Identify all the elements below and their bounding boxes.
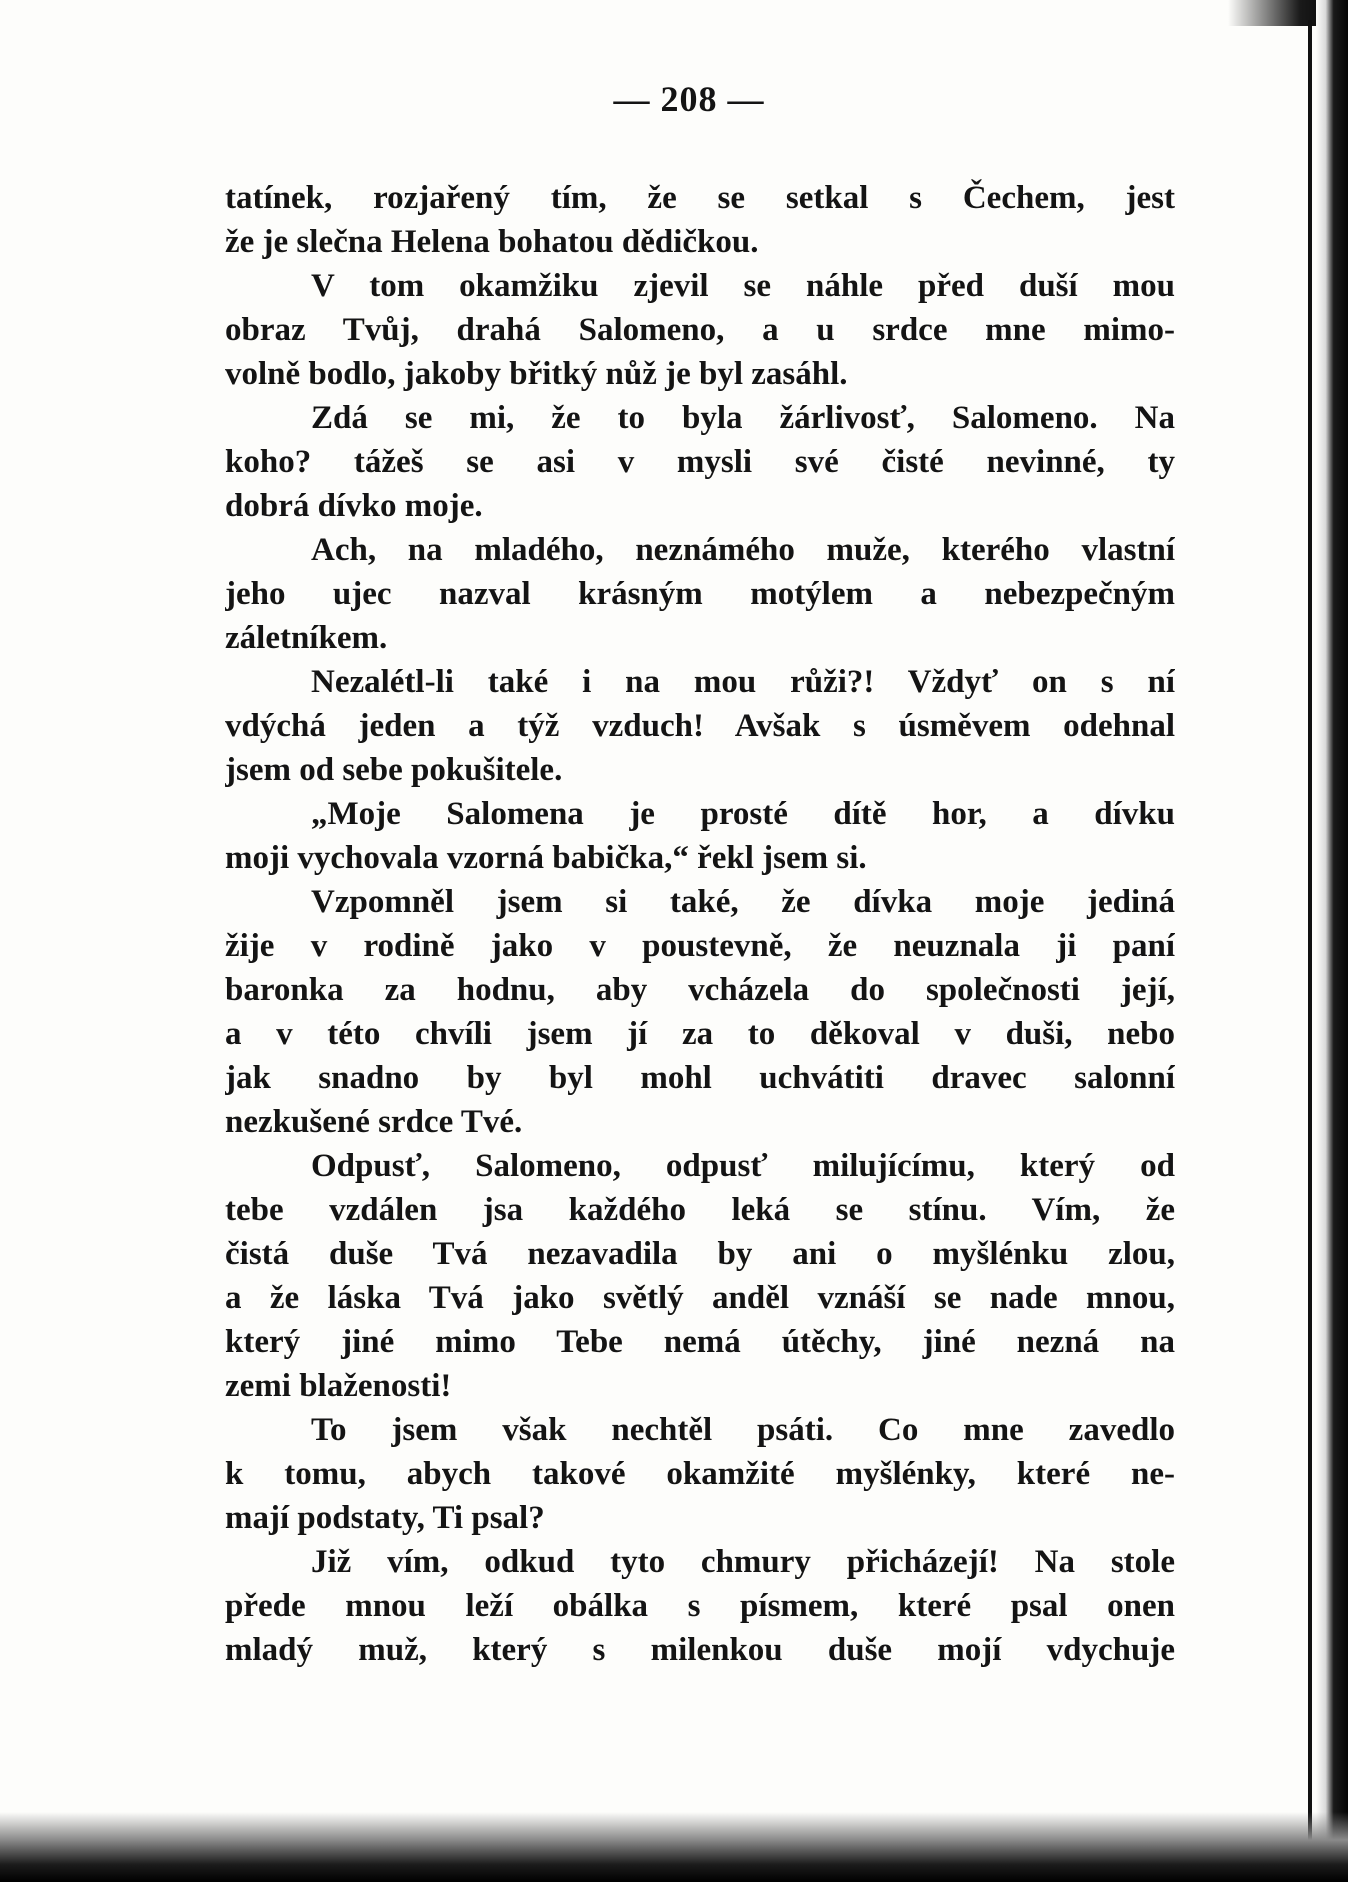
text-line: a že láska Tvá jako světlý anděl vznáší se nade mnou, — [225, 1280, 1175, 1316]
text-line: čistá duše Tvá nezavadila by ani o myšlénku zlou, — [225, 1236, 1175, 1272]
text-line: koho? tážeš se asi v mysli své čisté nevinné, ty — [225, 444, 1175, 480]
text-line: jeho ujec nazval krásným motýlem a nebezpečným — [225, 576, 1175, 612]
text-line: vdýchá jeden a týž vzduch! Avšak s úsměvem odehnal — [225, 708, 1175, 744]
text-line: že je slečna Helena bohatou dědičkou. — [225, 224, 759, 260]
text-line: mladý muž, který s milenkou duše mojí vdychuje — [225, 1632, 1175, 1668]
text-line: volně bodlo, jakoby břitký nůž je byl zasáhl. — [225, 356, 848, 392]
text-line: k tomu, abych takové okamžité myšlénky, které ne- — [225, 1456, 1175, 1492]
text-line: moji vychovala vzorná babička,“ řekl jsem si. — [225, 840, 867, 876]
page-number: — 208 — — [613, 79, 765, 119]
text-line: Ach, na mladého, neznámého muže, kterého vlastní — [311, 532, 1175, 568]
text-line: baronka za hodnu, aby vcházela do společnosti její, — [225, 972, 1175, 1008]
text-line: V tom okamžiku zjevil se náhle před duší mou — [311, 268, 1175, 304]
text-line: Zdá se mi, že to byla žárlivosť, Salomeno. Na — [311, 400, 1175, 436]
text-line: přede mnou leží obálka s písmem, které psal onen — [225, 1588, 1175, 1624]
scan-shadow-right — [1316, 0, 1348, 1882]
text-line: jak snadno by byl mohl uchvátiti dravec salonní — [225, 1060, 1175, 1096]
text-line: dobrá dívko moje. — [225, 488, 483, 524]
text-line: nezkušené srdce Tvé. — [225, 1104, 523, 1140]
text-line: „Moje Salomena je prosté dítě hor, a dívku — [311, 796, 1175, 832]
text-line: tebe vzdálen jsa každého leká se stínu. Vím, že — [225, 1192, 1175, 1228]
text-line: Již vím, odkud tyto chmury přicházejí! Na stole — [311, 1544, 1175, 1580]
text-line: jsem od sebe pokušitele. — [225, 752, 563, 788]
scan-shadow-bottom — [0, 1812, 1348, 1882]
text-line: tatínek, rozjařený tím, že se setkal s Čechem, jest — [225, 180, 1175, 216]
text-line: který jiné mimo Tebe nemá útěchy, jiné nezná na — [225, 1324, 1175, 1360]
text-line: obraz Tvůj, drahá Salomeno, a u srdce mne mimo- — [225, 312, 1175, 348]
text-line: Nezalétl-li také i na mou růži?! Vždyť on s ní — [311, 664, 1175, 700]
text-line: záletníkem. — [225, 620, 388, 656]
body-text — [225, 176, 1175, 1672]
text-line: Odpusť, Salomeno, odpusť milujícímu, který od — [311, 1148, 1175, 1184]
text-line: Vzpomněl jsem si také, že dívka moje jediná — [311, 884, 1175, 920]
text-line: žije v rodině jako v poustevně, že neuznala ji paní — [225, 928, 1175, 964]
page-edge-line — [1308, 20, 1312, 1860]
text-line: zemi blaženosti! — [225, 1368, 452, 1404]
text-line: mají podstaty, Ti psal? — [225, 1500, 545, 1536]
text-line: To jsem však nechtěl psáti. Co mne zavedlo — [311, 1412, 1175, 1448]
text-line: a v této chvíli jsem jí za to děkoval v duši, nebo — [225, 1016, 1175, 1052]
